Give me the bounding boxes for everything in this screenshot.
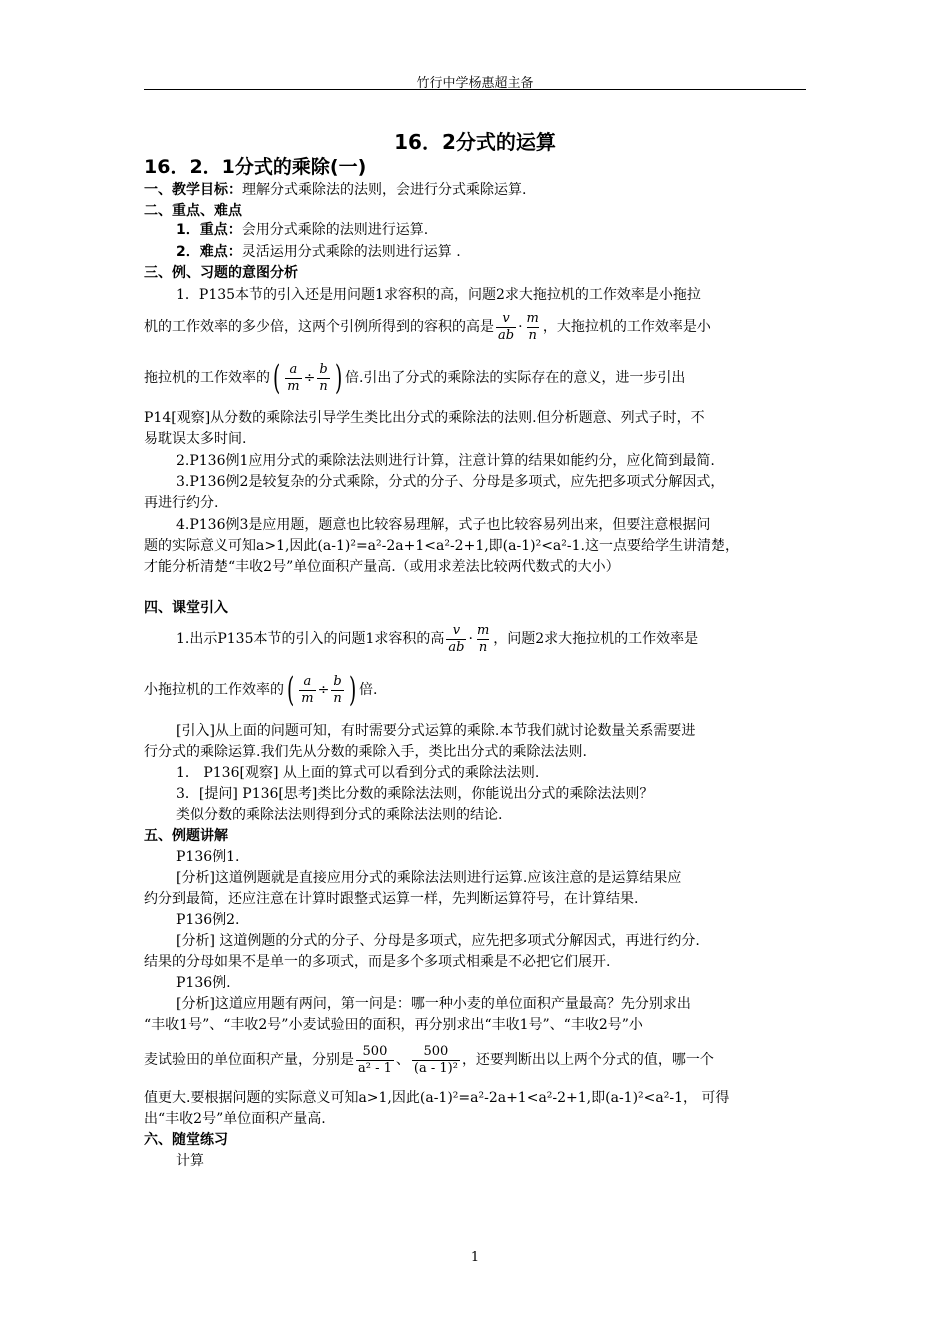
paren-left: ( — [272, 358, 281, 398]
keypoint-difficulty — [176, 242, 461, 262]
example2-title: P136例2. — [176, 912, 240, 928]
analysis-p3-line2: 再进行约分. — [144, 495, 219, 511]
page-number: 1 — [470, 1250, 480, 1265]
difficulty-label: 2．难点： — [176, 244, 242, 260]
fraction-a-over-m: $\frac{a}{m}$ — [301, 673, 314, 706]
example3-analysis-line2: “丰收1号”、“丰收2号”小麦试验田的面积，再分别求出“丰收1号”、“丰收2号”小 — [144, 1017, 643, 1033]
keypoint-focus — [176, 220, 428, 240]
intro-p2-line2: 行分式的乘除运算.我们先从分数的乘除入手，类比出分式的乘除法法则. — [144, 744, 587, 760]
analysis-heading: 三、例、习题的意图分析 — [144, 265, 298, 281]
div-operator: ÷ — [317, 682, 330, 698]
dot-operator: · — [468, 631, 473, 647]
page-header: 竹行中学杨惠超主备 — [416, 76, 534, 91]
fraction-b-over-n: $\frac{b}{n}$ — [319, 361, 328, 394]
example3-title: P136例. — [176, 975, 231, 991]
fraction-v-over-ab: $\frac{v}{ab}$ — [448, 622, 465, 655]
analysis-p3-line1: 3.P136例2是较复杂的分式乘除，分式的分子、分母是多项式，应先把多项式分解因式， — [176, 474, 725, 490]
fraction-v-over-ab: $\frac{v}{ab}$ — [498, 310, 515, 343]
example1-analysis-line2: 约分到最简，还应注意在计算时跟整式运算一样，先判断运算符号，在计算结果. — [144, 891, 639, 907]
analysis-p1-line2 — [144, 310, 711, 344]
examples-heading: 五、例题讲解 — [144, 828, 228, 844]
fraction-m-over-n: $\frac{m}{n}$ — [526, 310, 539, 343]
analysis-p1-text-c: 拖拉机的工作效率的 — [144, 370, 270, 386]
fraction-500-over-a-minus-1-squared: $\frac{500}{\text{(a - 1)²}}$ — [413, 1043, 458, 1076]
focus-label: 1．重点： — [176, 222, 242, 238]
example3-analysis-line3 — [144, 1040, 714, 1080]
example1-title: P136例1. — [176, 849, 240, 865]
practice-text: 计算 — [176, 1153, 204, 1169]
intro-p3: 1． P136[观察] 从上面的算式可以看到分式的乘除法法则. — [176, 765, 540, 781]
separator: 、 — [395, 1052, 410, 1068]
keypoints-heading: 二、重点、难点 — [144, 203, 242, 219]
objectives-line — [144, 180, 526, 200]
paren-right: ) — [334, 358, 342, 398]
intro-p1-text-c: 小拖拉机的工作效率的 — [144, 682, 284, 698]
example2-analysis-line2: 结果的分母如果不是单一的多项式，而是多个多项式相乘是不必把它们展开. — [144, 954, 611, 970]
paren-right: ) — [348, 670, 356, 710]
paren-left: ( — [286, 670, 295, 710]
example3-text-a: 麦试验田的单位面积产量，分别是 — [144, 1052, 354, 1068]
example2-analysis-line1: [分析] 这道例题的分式的分子、分母是多项式，应先把多项式分解因式，再进行约分. — [176, 933, 700, 949]
fraction-b-over-n: $\frac{b}{n}$ — [333, 673, 342, 706]
div-operator: ÷ — [303, 370, 316, 386]
objectives-text: 理解分式乘除法的法则，会进行分式乘除运算. — [242, 182, 527, 198]
objectives-heading: 一、教学目标： — [144, 182, 242, 198]
fraction-m-over-n: $\frac{m}{n}$ — [476, 622, 490, 655]
intro-p1-text-d: 倍. — [358, 682, 378, 698]
intro-p4: 3．[提问] P136[思考]类比分数的乘除法法则，你能说出分式的乘除法法则？ — [176, 786, 654, 802]
intro-p2-line1: [引入]从上面的问题可知，有时需要分式运算的乘除.本节我们就讨论数量关系需要进 — [176, 723, 696, 739]
intro-p1-text-b: ，问题2求大拖拉机的工作效率是 — [493, 631, 699, 647]
section-subtitle: 16．2．1分式的乘除(一) — [144, 156, 367, 178]
fraction-a-over-m: $\frac{a}{m}$ — [287, 361, 300, 394]
fraction-500-over-a2-minus-1: $\frac{500}{\text{a² - 1}}$ — [358, 1043, 392, 1076]
focus-text: 会用分式乘除的法则进行运算. — [241, 222, 429, 238]
analysis-p2: 2.P136例1应用分式的乘除法法则进行计算，注意计算的结果如能约分，应化简到最简. — [176, 453, 715, 469]
header-rule — [144, 89, 806, 90]
intro-p1-line2 — [144, 670, 377, 710]
practice-heading: 六、随堂练习 — [144, 1132, 228, 1148]
dot-operator: · — [518, 319, 523, 335]
analysis-p1-text-b: ，大拖拉机的工作效率是小 — [542, 319, 711, 335]
difficulty-text: 灵活运用分式乘除的法则进行运算 . — [241, 244, 461, 260]
analysis-p1-line3 — [144, 358, 685, 398]
analysis-p1-line4: P14[观察]从分数的乘除法引导学生类比出分式的乘除法的法则.但分析题意、列式子时，不 — [144, 410, 705, 426]
page-title: 16．2分式的运算 — [394, 130, 556, 154]
analysis-p4-line3: 才能分析清楚“丰收2号”单位面积产量高.（或用求差法比较两代数式的大小） — [144, 559, 620, 575]
example3-analysis-line4: 值更大.要根据问题的实际意义可知a>1,因此(a-1)²=a²-2a+1<a²-2+1,即(a-1)²<a²-1， 可得 — [144, 1090, 730, 1106]
analysis-p1-text-d: 倍.引出了分式的乘除法的实际存在的意义，进一步引出 — [344, 370, 686, 386]
intro-p1-text-a: 1.出示P135本节的引入的问题1求容积的高 — [176, 631, 445, 647]
example3-analysis-line1: [分析]这道应用题有两问，第一问是：哪一种小麦的单位面积产量最高？先分别求出 — [176, 996, 691, 1012]
analysis-p4-line1: 4.P136例3是应用题，题意也比较容易理解，式子也比较容易列出来，但要注意根据问 — [176, 517, 711, 533]
analysis-p1-line1: 1．P135本节的引入还是用问题1求容积的高，问题2求大拖拉机的工作效率是小拖拉 — [176, 287, 701, 303]
intro-p5: 类似分数的乘除法法则得到分式的乘除法法则的结论. — [176, 807, 503, 823]
intro-p1-line1 — [176, 622, 698, 656]
example1-analysis-line1: [分析]这道例题就是直接应用分式的乘除法法则进行运算.应该注意的是运算结果应 — [176, 870, 682, 886]
analysis-p1-text-a: 机的工作效率的多少倍，这两个引例所得到的容积的高是 — [144, 319, 494, 335]
analysis-p1-line5: 易耽误太多时间. — [144, 431, 247, 447]
analysis-p4-line2: 题的实际意义可知a>1,因此(a-1)²=a²-2a+1<a²-2+1,即(a-1)²<a²-1.这一点要给学生讲清楚， — [144, 538, 739, 554]
example3-text-b: ，还要判断出以上两个分式的值，哪一个 — [461, 1052, 714, 1068]
intro-heading: 四、课堂引入 — [144, 600, 228, 616]
example3-analysis-line5: 出“丰收2号”单位面积产量高. — [144, 1111, 326, 1127]
